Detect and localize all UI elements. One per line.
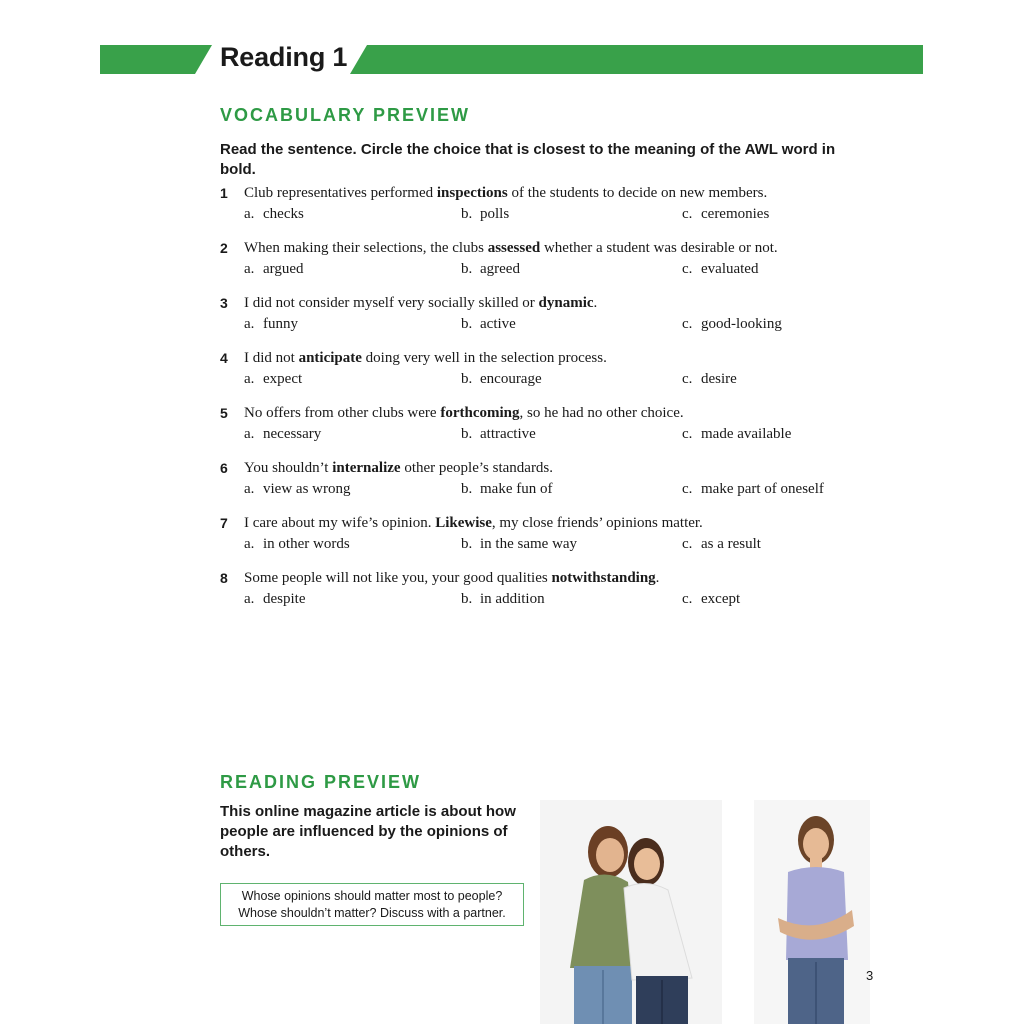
choice-letter: c. [682, 261, 693, 277]
discussion-question-2: Whose shouldn’t matter? Discuss with a partner. [238, 906, 506, 920]
answer-choice[interactable] [682, 426, 791, 443]
answer-choice[interactable] [682, 536, 761, 553]
answer-options [220, 316, 860, 337]
answer-choice[interactable] [461, 371, 542, 388]
question-sentence [220, 570, 860, 591]
answer-choice[interactable] [244, 536, 350, 553]
banner-right-stripe [350, 45, 923, 74]
choice-letter: a. [244, 371, 255, 387]
awl-word: dynamic [538, 295, 594, 311]
question-text-before: No offers from other clubs were [244, 405, 441, 421]
choice-text: necessary [263, 426, 322, 442]
choice-text: except [701, 591, 741, 607]
question-text [244, 570, 659, 587]
question-text-after: whether a student was desirable or not. [540, 240, 778, 256]
question-text-after: . [593, 295, 598, 311]
answer-options [220, 536, 860, 557]
choice-letter: a. [244, 426, 255, 442]
question-text [244, 460, 553, 477]
page-number: 3 [866, 968, 874, 983]
awl-word: anticipate [298, 350, 362, 366]
choice-letter: a. [244, 481, 255, 497]
question-number: 3 [220, 295, 228, 311]
choice-letter: c. [682, 206, 693, 222]
awl-word: assessed [487, 240, 541, 256]
question-text-after: , so he had no other choice. [519, 405, 684, 421]
discussion-box [220, 883, 524, 926]
awl-word: notwithstanding [551, 570, 656, 586]
choice-text: in other words [263, 536, 350, 552]
answer-choice[interactable] [244, 591, 306, 608]
answer-choice[interactable] [244, 481, 350, 498]
vocabulary-question [220, 240, 860, 282]
choice-text: as a result [701, 536, 761, 552]
choice-text: agreed [480, 261, 520, 277]
answer-choice[interactable] [461, 481, 552, 498]
vocabulary-question [220, 570, 860, 612]
question-text [244, 295, 597, 312]
choice-text: good-looking [701, 316, 782, 332]
question-text [244, 515, 703, 532]
vocabulary-question [220, 350, 860, 392]
question-text [244, 405, 684, 422]
vocabulary-preview-heading: VOCABULARY PREVIEW [220, 105, 471, 125]
question-text-before: When making their selections, the clubs [244, 240, 488, 256]
question-text [244, 350, 607, 367]
answer-choice[interactable] [461, 206, 509, 223]
vocabulary-question [220, 405, 860, 447]
answer-choice[interactable] [244, 206, 304, 223]
choice-letter: a. [244, 261, 255, 277]
vocabulary-question [220, 185, 860, 227]
awl-word: forthcoming [440, 405, 520, 421]
question-text-before: I did not [244, 350, 299, 366]
question-text [244, 185, 767, 202]
question-sentence [220, 185, 860, 206]
answer-choice[interactable] [682, 316, 782, 333]
photo-three-girls-whispering [540, 800, 870, 1024]
choice-text: made available [701, 426, 792, 442]
reading-preview-heading: READING PREVIEW [220, 772, 422, 792]
choice-letter: b. [461, 536, 473, 552]
answer-choice[interactable] [682, 481, 824, 498]
choice-letter: b. [461, 371, 473, 387]
page-title: Reading 1 [220, 42, 348, 72]
choice-letter: a. [244, 536, 255, 552]
vocabulary-question [220, 515, 860, 557]
choice-letter: c. [682, 316, 693, 332]
choice-text: view as wrong [263, 481, 351, 497]
question-number: 6 [220, 460, 228, 476]
choice-letter: a. [244, 316, 255, 332]
question-text [244, 240, 778, 257]
answer-choice[interactable] [682, 206, 769, 223]
question-text-after: , my close friends’ opinions matter. [491, 515, 703, 531]
answer-choice[interactable] [461, 261, 520, 278]
question-text-after: doing very well in the selection process. [361, 350, 607, 366]
vocabulary-question [220, 460, 860, 502]
answer-choice[interactable] [244, 316, 298, 333]
answer-choice[interactable] [244, 261, 304, 278]
answer-options [220, 371, 860, 392]
question-sentence [220, 515, 860, 536]
choice-text: encourage [480, 371, 542, 387]
answer-choice[interactable] [682, 371, 737, 388]
choice-text: argued [263, 261, 304, 277]
question-text-before: I care about my wife’s opinion. [244, 515, 436, 531]
vocabulary-instructions: Read the sentence. Circle the choice that is closest to the meaning of the AWL word in bold. [220, 141, 836, 178]
answer-options [220, 481, 860, 502]
choice-letter: a. [244, 206, 255, 222]
choice-letter: c. [682, 591, 693, 607]
question-text-after: other people’s standards. [400, 460, 554, 476]
choice-letter: c. [682, 536, 693, 552]
choice-letter: a. [244, 591, 255, 607]
awl-word: inspections [436, 185, 508, 201]
question-sentence [220, 295, 860, 316]
answer-options [220, 261, 860, 282]
choice-text: evaluated [701, 261, 759, 277]
choice-text: despite [263, 591, 306, 607]
answer-choice[interactable] [461, 426, 536, 443]
choice-letter: c. [682, 481, 693, 497]
awl-word: internalize [332, 460, 401, 476]
answer-choice[interactable] [682, 591, 740, 608]
choice-letter: b. [461, 481, 473, 497]
answer-choice[interactable] [682, 261, 758, 278]
choice-text: funny [263, 316, 298, 332]
choice-letter: b. [461, 426, 473, 442]
question-number: 8 [220, 570, 228, 586]
answer-options [220, 591, 860, 612]
answer-choice[interactable] [461, 536, 577, 553]
choice-text: attractive [480, 426, 536, 442]
question-text-before: I did not consider myself very socially skilled or [244, 295, 539, 311]
choice-letter: b. [461, 591, 473, 607]
answer-options [220, 426, 860, 447]
choice-text: in the same way [480, 536, 578, 552]
banner-left-stripe [100, 45, 212, 74]
question-text-before: You shouldn’t [244, 460, 333, 476]
answer-options [220, 206, 860, 227]
choice-text: polls [480, 206, 510, 222]
question-number: 1 [220, 185, 228, 201]
reading-preview-description: This online magazine article is about how people are influenced by the opinions of others. [220, 803, 516, 860]
discussion-question-1: Whose opinions should matter most to people? [241, 889, 503, 903]
choice-text: in addition [480, 591, 545, 607]
question-text-before: Some people will not like you, your good qualities [244, 570, 552, 586]
answer-choice[interactable] [244, 426, 321, 443]
question-sentence [220, 240, 860, 261]
answer-choice[interactable] [461, 591, 545, 608]
question-number: 7 [220, 515, 228, 531]
choice-letter: c. [682, 371, 693, 387]
choice-text: expect [263, 371, 303, 387]
question-sentence [220, 405, 860, 426]
answer-choice[interactable] [244, 371, 302, 388]
awl-word: Likewise [435, 515, 492, 531]
answer-choice[interactable] [461, 316, 516, 333]
choice-letter: b. [461, 206, 473, 222]
choice-text: desire [701, 371, 737, 387]
question-number: 5 [220, 405, 228, 421]
question-text-after: . [655, 570, 660, 586]
choice-letter: c. [682, 426, 693, 442]
question-number: 4 [220, 350, 228, 366]
choice-letter: b. [461, 261, 473, 277]
question-text-after: of the students to decide on new members. [507, 185, 768, 201]
vocabulary-question [220, 295, 860, 337]
question-sentence [220, 460, 860, 481]
choice-text: make part of oneself [701, 481, 824, 497]
choice-letter: b. [461, 316, 473, 332]
question-number: 2 [220, 240, 228, 256]
question-text-before: Club representatives performed [244, 185, 437, 201]
choice-text: active [480, 316, 516, 332]
question-sentence [220, 350, 860, 371]
choice-text: make fun of [480, 481, 553, 497]
choice-text: checks [263, 206, 304, 222]
choice-text: ceremonies [701, 206, 770, 222]
